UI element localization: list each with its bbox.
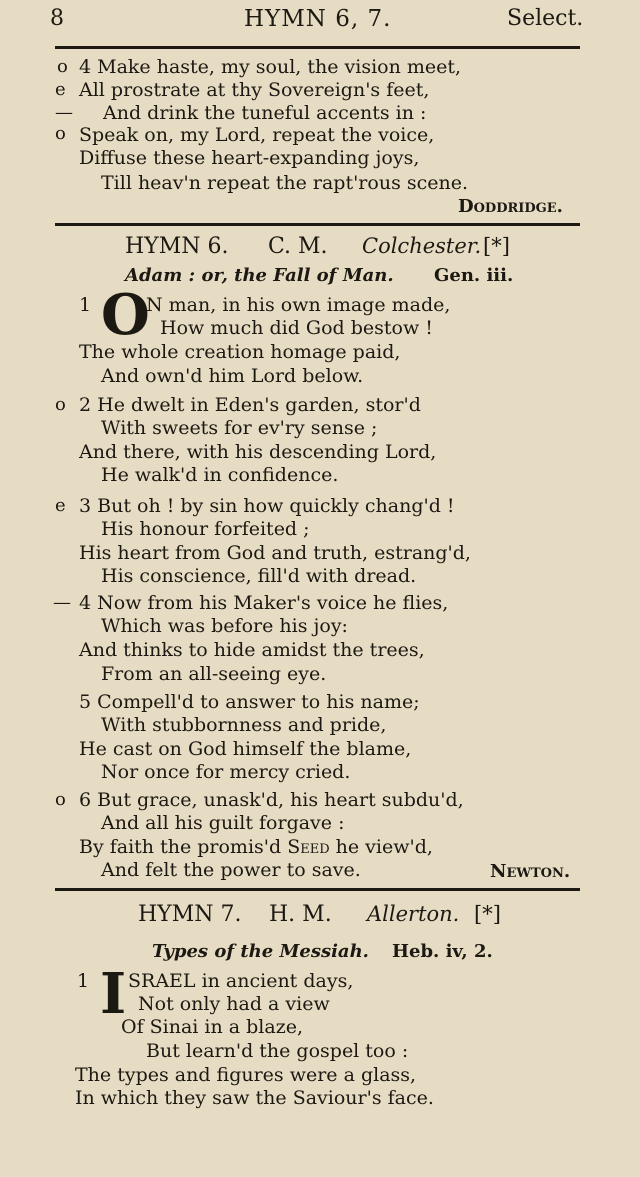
verse-line: 4 Now from his Maker's voice he flies, — [79, 592, 449, 614]
verse-line: He cast on God himself the blame, — [79, 738, 412, 760]
verse-line: 2 He dwelt in Eden's garden, stor'd — [79, 394, 421, 416]
verse-line: His honour forfeited ; — [101, 518, 310, 540]
verse-line: Not only had a view — [138, 993, 330, 1015]
verse-line — [79, 835, 433, 859]
verse-line: N man, in his own image made, — [146, 294, 451, 316]
verse-text: By faith the promis'd — [79, 836, 288, 858]
verse-line: And drink the tuneful accents in : — [103, 102, 427, 124]
verse-line: SRAEL in ancient days, — [128, 970, 354, 992]
author-attribution: Newton. — [490, 861, 571, 882]
verse-line: Till heav'n repeat the rapt'rous scene. — [101, 172, 469, 194]
verse-text: he view'd, — [329, 836, 433, 858]
verse-line: And thinks to hide amidst the trees, — [79, 639, 425, 661]
verse-number: 1 — [77, 970, 90, 992]
verse-line: Speak on, my Lord, repeat the voice, — [79, 124, 435, 146]
margin-mark: e — [55, 79, 66, 100]
margin-mark: o — [55, 123, 66, 144]
verse-line: 5 Compell'd to answer to his name; — [79, 691, 420, 713]
verse-line: Of Sinai in a blaze, — [121, 1016, 304, 1038]
verse-line: And all his guilt forgave : — [101, 812, 345, 834]
margin-mark: — — [53, 592, 71, 613]
margin-mark: o — [55, 789, 66, 810]
hymn-subtitle: Types of the Messiah. — [152, 941, 369, 962]
verse-line: Which was before his joy: — [101, 615, 348, 637]
verse-line: From an all-seeing eye. — [101, 663, 327, 685]
drop-cap: I — [100, 961, 127, 1027]
verse-line: With stubbornness and pride, — [101, 714, 387, 736]
verse-line: How much did God bestow ! — [160, 317, 433, 339]
verse-line: 6 But grace, unask'd, his heart subdu'd, — [79, 789, 464, 811]
tune-name: Allerton. — [367, 902, 460, 926]
tune-flag: [*] — [483, 234, 510, 258]
margin-mark: — — [55, 102, 73, 123]
verse-line: And felt the power to save. — [101, 859, 361, 881]
scripture-reference: Gen. iii. — [434, 265, 514, 286]
verse-line: His conscience, fill'd with dread. — [101, 565, 417, 587]
verse-line: And own'd him Lord below. — [101, 365, 364, 387]
verse-line: In which they saw the Saviour's face. — [75, 1087, 434, 1109]
verse-line: His heart from God and truth, estrang'd, — [79, 542, 471, 564]
margin-mark: o — [55, 394, 66, 415]
drop-cap: O — [101, 282, 150, 348]
verse-line: Diffuse these heart-expanding joys, — [79, 147, 420, 169]
hymn-number: HYMN 6. — [125, 234, 229, 259]
verse-line: The types and figures were a glass, — [75, 1064, 417, 1086]
tune-name: Colchester. — [362, 234, 482, 258]
margin-mark: e — [55, 495, 66, 516]
verse-line: 4 Make haste, my soul, the vision meet, — [79, 56, 462, 78]
verse-line: The whole creation homage paid, — [79, 341, 401, 363]
verse-line: But learn'd the gospel too : — [146, 1040, 409, 1062]
verse-line: He walk'd in confidence. — [101, 464, 339, 486]
section-rule — [55, 888, 580, 891]
verse-line: And there, with his descending Lord, — [79, 441, 437, 463]
hymn-meter: C. M. — [268, 234, 328, 259]
margin-mark: o — [57, 56, 68, 77]
running-title: HYMN 6, 7. — [244, 6, 392, 32]
section-rule — [55, 223, 580, 226]
verse-line: Nor once for mercy cried. — [101, 761, 351, 783]
verse-line: All prostrate at thy Sovereign's feet, — [79, 79, 430, 101]
author-attribution: Doddridge. — [458, 196, 563, 217]
verse-number: 1 — [79, 294, 92, 316]
hymn-meter: H. M. — [269, 902, 332, 927]
scripture-reference: Heb. iv, 2. — [392, 941, 493, 962]
verse-line: 3 But oh ! by sin how quickly chang'd ! — [79, 495, 455, 517]
emphasized-word: Seed — [287, 836, 330, 858]
verse-line: With sweets for ev'ry sense ; — [101, 417, 378, 439]
section-label: Select. — [507, 6, 584, 31]
hymn-subtitle: Adam : or, the Fall of Man. — [125, 265, 394, 286]
header-rule — [55, 46, 580, 49]
page-number: 8 — [50, 6, 64, 31]
tune-flag: [*] — [474, 902, 501, 926]
hymn-number: HYMN 7. — [138, 902, 242, 927]
